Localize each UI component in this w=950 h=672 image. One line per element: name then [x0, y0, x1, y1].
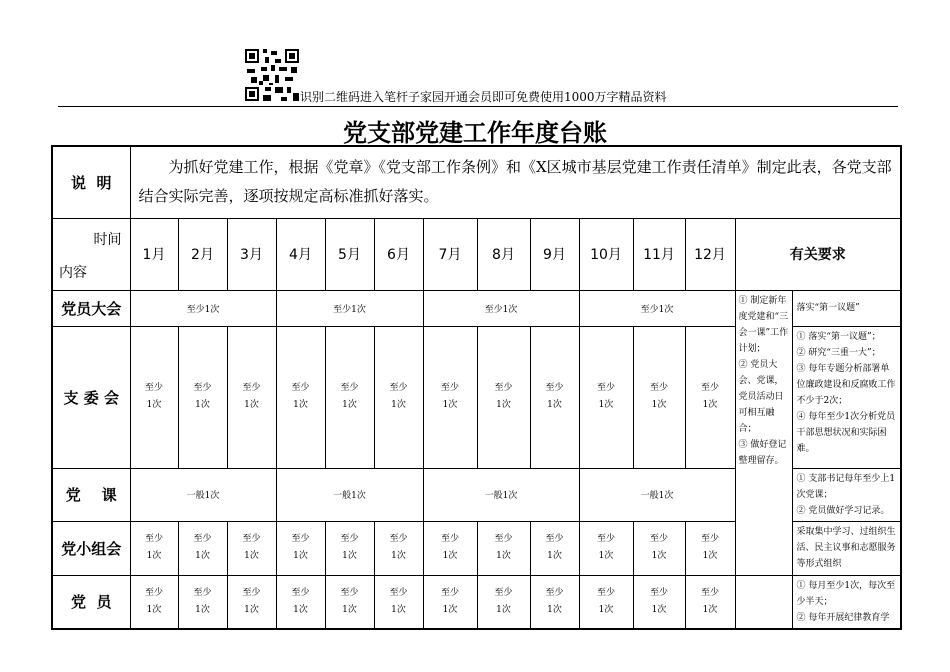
- month-cell-line1: 至少: [144, 383, 163, 393]
- month-cell-line1: 至少: [440, 534, 459, 544]
- month-cell-line2: 1次: [293, 604, 308, 615]
- month-cell-line1: 至少: [144, 534, 163, 544]
- month-cell-line1: 至少: [545, 383, 564, 393]
- month-cell-line2: 1次: [547, 604, 562, 615]
- quarter-cell: 一般1次: [130, 468, 276, 521]
- month-cell: [633, 521, 685, 575]
- month-cell: [374, 326, 423, 468]
- month-cell-line1: 至少: [494, 534, 513, 544]
- month-cell-line1: 至少: [193, 383, 212, 393]
- month-cell: [530, 521, 579, 575]
- month-cell-line2: 1次: [651, 551, 667, 561]
- month-cell-line2: 1次: [293, 400, 308, 410]
- month-cell: [633, 326, 685, 468]
- month-cell-line2: 1次: [195, 400, 210, 410]
- month-cell-line2: 1次: [146, 551, 162, 561]
- header-row: [52, 218, 901, 290]
- month-header: 4月: [276, 218, 325, 290]
- month-cell: [227, 575, 276, 629]
- month-cell: [423, 326, 477, 468]
- month-cell: [579, 521, 633, 575]
- month-header: 8月: [477, 218, 530, 290]
- month-cell-line2: 1次: [547, 551, 562, 561]
- requirement-item: ② 研究“三重一大”；: [796, 347, 881, 358]
- month-cell-line2: 1次: [496, 400, 511, 410]
- month-cell-line1: 至少: [193, 534, 212, 544]
- month-cell: [374, 575, 423, 629]
- month-header: 3月: [227, 218, 276, 290]
- requirement-item: ① 支部书记每年至少上1次党课；: [796, 473, 896, 500]
- month-header: 11月: [633, 218, 685, 290]
- month-cell: [130, 326, 178, 468]
- ledger-table: [51, 145, 902, 630]
- month-cell: [530, 326, 579, 468]
- month-cell-line2: 1次: [391, 604, 406, 615]
- member-row: [52, 575, 901, 629]
- month-cell-line1: 至少: [440, 587, 459, 598]
- month-cell-line1: 至少: [291, 534, 310, 544]
- quarter-cell: 至少1次: [130, 290, 276, 326]
- month-cell-line2: 1次: [702, 551, 718, 561]
- month-cell: [477, 575, 530, 629]
- month-cell-line1: 至少: [596, 383, 615, 393]
- month-cell-line1: 至少: [596, 534, 615, 544]
- committee-label: 支 委 会: [52, 326, 130, 468]
- month-cell: [374, 521, 423, 575]
- member-requirement: [792, 575, 901, 629]
- month-cell: [633, 575, 685, 629]
- month-cell-line1: 至少: [389, 534, 408, 544]
- qr-code-icon: [245, 49, 299, 101]
- month-cell: [178, 521, 227, 575]
- month-cell: [227, 521, 276, 575]
- requirement-item: ② 每年开展纪律教育学: [796, 612, 890, 623]
- month-cell-line2: 1次: [598, 400, 614, 410]
- month-cell-line1: 至少: [242, 383, 261, 393]
- month-cell-line1: 至少: [389, 587, 408, 598]
- month-cell-line2: 1次: [146, 400, 162, 410]
- month-cell-line2: 1次: [195, 604, 210, 615]
- month-cell-line1: 至少: [291, 587, 310, 598]
- committee-requirement: [792, 326, 901, 468]
- month-cell-line1: 至少: [700, 534, 719, 544]
- party-lecture-label: 党 课: [52, 468, 130, 521]
- requirement-item: ① 落实“第一议题”；: [796, 331, 881, 342]
- month-cell: [178, 575, 227, 629]
- month-cell-line1: 至少: [340, 587, 359, 598]
- month-header: 5月: [325, 218, 374, 290]
- month-header: 1月: [130, 218, 178, 290]
- requirement-item: ③ 每年专题分析部署单位廉政建设和反腐败工作不少于2次；: [796, 363, 896, 406]
- month-cell-line1: 至少: [649, 534, 668, 544]
- month-cell: [325, 326, 374, 468]
- month-cell-line2: 1次: [391, 400, 406, 410]
- month-cell-line2: 1次: [244, 604, 259, 615]
- month-cell-line1: 至少: [340, 534, 359, 544]
- month-header: 6月: [374, 218, 423, 290]
- month-header: 12月: [685, 218, 735, 290]
- month-header: 7月: [423, 218, 477, 290]
- month-cell-line2: 1次: [146, 604, 162, 615]
- month-cell-line1: 至少: [242, 534, 261, 544]
- month-cell: [178, 326, 227, 468]
- month-cell: [227, 326, 276, 468]
- month-cell-line2: 1次: [496, 551, 511, 561]
- month-cell-line1: 至少: [545, 587, 564, 598]
- month-cell-line2: 1次: [651, 400, 667, 410]
- time-label: 时间: [93, 231, 122, 248]
- group-meeting-label: 党小组会: [52, 521, 130, 575]
- qr-caption: 识别二维码进入笔杆子家园开通会员即可免费使用1000万字精品资料: [300, 90, 667, 104]
- month-cell: [477, 326, 530, 468]
- month-cell: [276, 326, 325, 468]
- month-cell-line2: 1次: [496, 604, 511, 615]
- month-cell: [276, 521, 325, 575]
- month-cell-line1: 至少: [242, 587, 261, 598]
- month-cell: [325, 521, 374, 575]
- month-cell-line2: 1次: [293, 551, 308, 561]
- month-cell-line2: 1次: [598, 604, 614, 615]
- month-cell-line2: 1次: [598, 551, 614, 561]
- month-cell-line2: 1次: [244, 400, 259, 410]
- month-cell-line2: 1次: [702, 400, 718, 410]
- month-cell-line2: 1次: [342, 400, 357, 410]
- month-cell-line2: 1次: [442, 551, 458, 561]
- month-cell: [579, 575, 633, 629]
- description-row: [52, 146, 901, 218]
- month-cell: [130, 575, 178, 629]
- month-cell-line2: 1次: [547, 400, 562, 410]
- month-cell-line2: 1次: [442, 604, 458, 615]
- quarter-cell: 至少1次: [276, 290, 423, 326]
- month-cell-line1: 至少: [700, 383, 719, 393]
- month-cell-line1: 至少: [494, 383, 513, 393]
- members-meeting-requirement: 落实“第一议题”: [792, 290, 901, 326]
- month-cell-line1: 至少: [700, 587, 719, 598]
- month-cell: [579, 326, 633, 468]
- month-cell: [685, 326, 735, 468]
- description-label: 说 明: [52, 146, 130, 218]
- quarter-cell: 至少1次: [579, 290, 735, 326]
- member-label: 党 员: [52, 575, 130, 629]
- month-cell-line2: 1次: [342, 604, 357, 615]
- month-cell-line2: 1次: [442, 400, 458, 410]
- quarter-cell: 一般1次: [423, 468, 579, 521]
- month-cell: [423, 521, 477, 575]
- members-meeting-label: 党员大会: [52, 290, 130, 326]
- group-meeting-requirement: 采取集中学习、过组织生活、民主议事和志愿服务等形式组织: [792, 521, 901, 575]
- header-divider: [58, 106, 898, 107]
- month-cell: [477, 521, 530, 575]
- month-cell-line2: 1次: [391, 551, 406, 561]
- time-content-header: [52, 218, 130, 290]
- month-header: 2月: [178, 218, 227, 290]
- party-lecture-requirement: [792, 468, 901, 521]
- month-cell-line2: 1次: [195, 551, 210, 561]
- month-cell-line1: 至少: [193, 587, 212, 598]
- month-cell-line2: 1次: [702, 604, 718, 615]
- requirement-item: ① 每月至少1次，每次至少半天；: [796, 580, 896, 607]
- quarter-cell: 一般1次: [276, 468, 423, 521]
- month-header: 9月: [530, 218, 579, 290]
- month-cell: [276, 575, 325, 629]
- members-meeting-row: [52, 290, 901, 326]
- month-cell: [685, 521, 735, 575]
- quarter-cell: 一般1次: [579, 468, 735, 521]
- month-cell-line1: 至少: [649, 383, 668, 393]
- content-label: 内容: [59, 264, 87, 281]
- quarter-cell: 至少1次: [423, 290, 579, 326]
- month-cell-line1: 至少: [545, 534, 564, 544]
- month-header: 10月: [579, 218, 633, 290]
- requirement-item: ② 党员做好学习记录。: [796, 505, 890, 516]
- month-cell: [130, 521, 178, 575]
- month-cell: [685, 575, 735, 629]
- month-cell-line1: 至少: [596, 587, 615, 598]
- requirement-item: ④ 每年至少1次分析党员干部思想状况和实际困难。: [796, 411, 896, 454]
- month-cell-line1: 至少: [649, 587, 668, 598]
- month-cell-line1: 至少: [291, 383, 310, 393]
- requirements-header: 有关要求: [735, 218, 901, 290]
- month-cell-line1: 至少: [440, 383, 459, 393]
- description-text: 为抓好党建工作，根据《党章》《党支部工作条例》和《X区城市基层党建工作责任清单》制定此表，各党支部结合实际完善，逐项按规定高标准抓好落实。: [130, 146, 901, 218]
- month-cell-line1: 至少: [340, 383, 359, 393]
- month-cell-line1: 至少: [144, 587, 163, 598]
- shared-requirement: ① 制定新年度党建和“三会一课”工作计划； ② 党员大会、党课，党员活动日可相互融合； ③ 做好登记整理留存。: [735, 290, 792, 575]
- month-cell-line2: 1次: [342, 551, 357, 561]
- month-cell-line1: 至少: [389, 383, 408, 393]
- month-cell-line1: 至少: [494, 587, 513, 598]
- month-cell: [530, 575, 579, 629]
- member-shared-blank: [735, 575, 792, 629]
- page-title: 党支部党建工作年度台账: [343, 118, 607, 147]
- month-cell: [423, 575, 477, 629]
- month-cell: [325, 575, 374, 629]
- month-cell-line2: 1次: [651, 604, 667, 615]
- month-cell-line2: 1次: [244, 551, 259, 561]
